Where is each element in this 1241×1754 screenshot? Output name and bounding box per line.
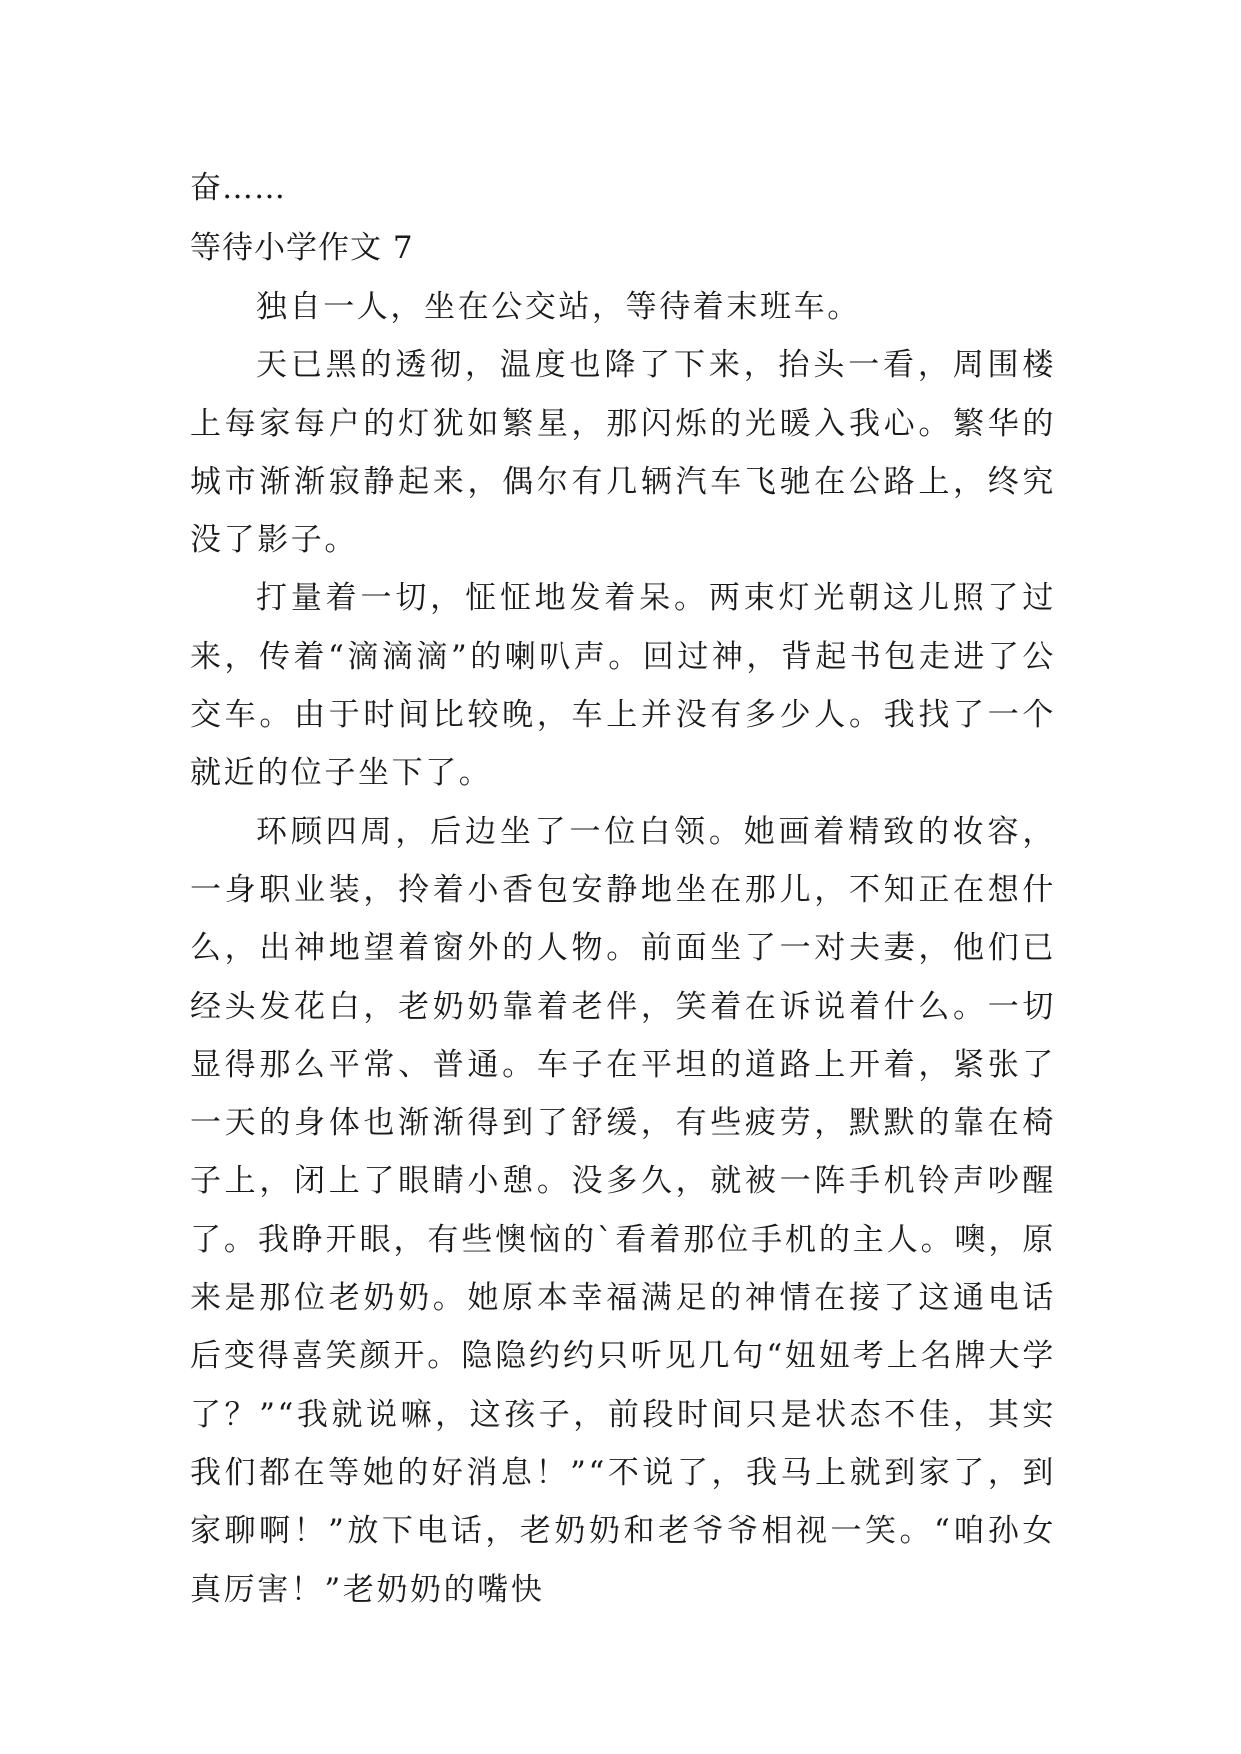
lead-fragment: 奋……: [190, 170, 286, 206]
paragraph: 天已黑的透彻，温度也降了下来，抬头一看，周围楼上每家每户的灯犹如繁星，那闪烁的光暖入我心。繁华的城市渐渐寂静起来，偶尔有几辆汽车飞驰在公路上，终究没了影子。: [190, 347, 1056, 559]
document-page: [190, 158, 1056, 1619]
paragraph: 打量着一切，怔怔地发着呆。两束灯光朝这儿照了过来，传着“滴滴滴”的喇叭声。回过神，背起书包走进了公交车。由于时间比较晚，车上并没有多少人。我找了一个就近的位子坐下了。: [190, 580, 1056, 792]
essay-title: 等待小学作文 7: [190, 230, 414, 266]
paragraph: 独自一人，坐在公交站，等待着末班车。: [256, 289, 861, 325]
paragraph: 环顾四周，后边坐了一位白领。她画着精致的妆容，一身职业装，拎着小香包安静地坐在那儿，不知正在想什么，出神地望着窗外的人物。前面坐了一对夫妻，他们已经头发花白，老奶奶靠着老伴，笑着在诉说着什么。一切显得那么平常、普通。车子在平坦的道路上开着，紧张了一天的身体也渐渐得到了舒缓，有些疲劳，默默的靠在椅子上，闭上了眼睛小憩。没多久，就被一阵手机铃声吵醒了。我睁开眼，有些懊恼的`看着那位手机的主人。噢，原来是那位老奶奶。她原本幸福满足的神情在接了这通电话后变得喜笑颜开。隐隐约约只听见几句“妞妞考上名牌大学了？”“我就说嘛，这孩子，前段时间只是状态不佳，其实我们都在等她的好消息！”“不说了，我马上就到家了，到家聊啊！”放下电话，老奶奶和老爷爷相视一笑。“咱孙女真厉害！”老奶奶的嘴快: [190, 813, 1056, 1608]
